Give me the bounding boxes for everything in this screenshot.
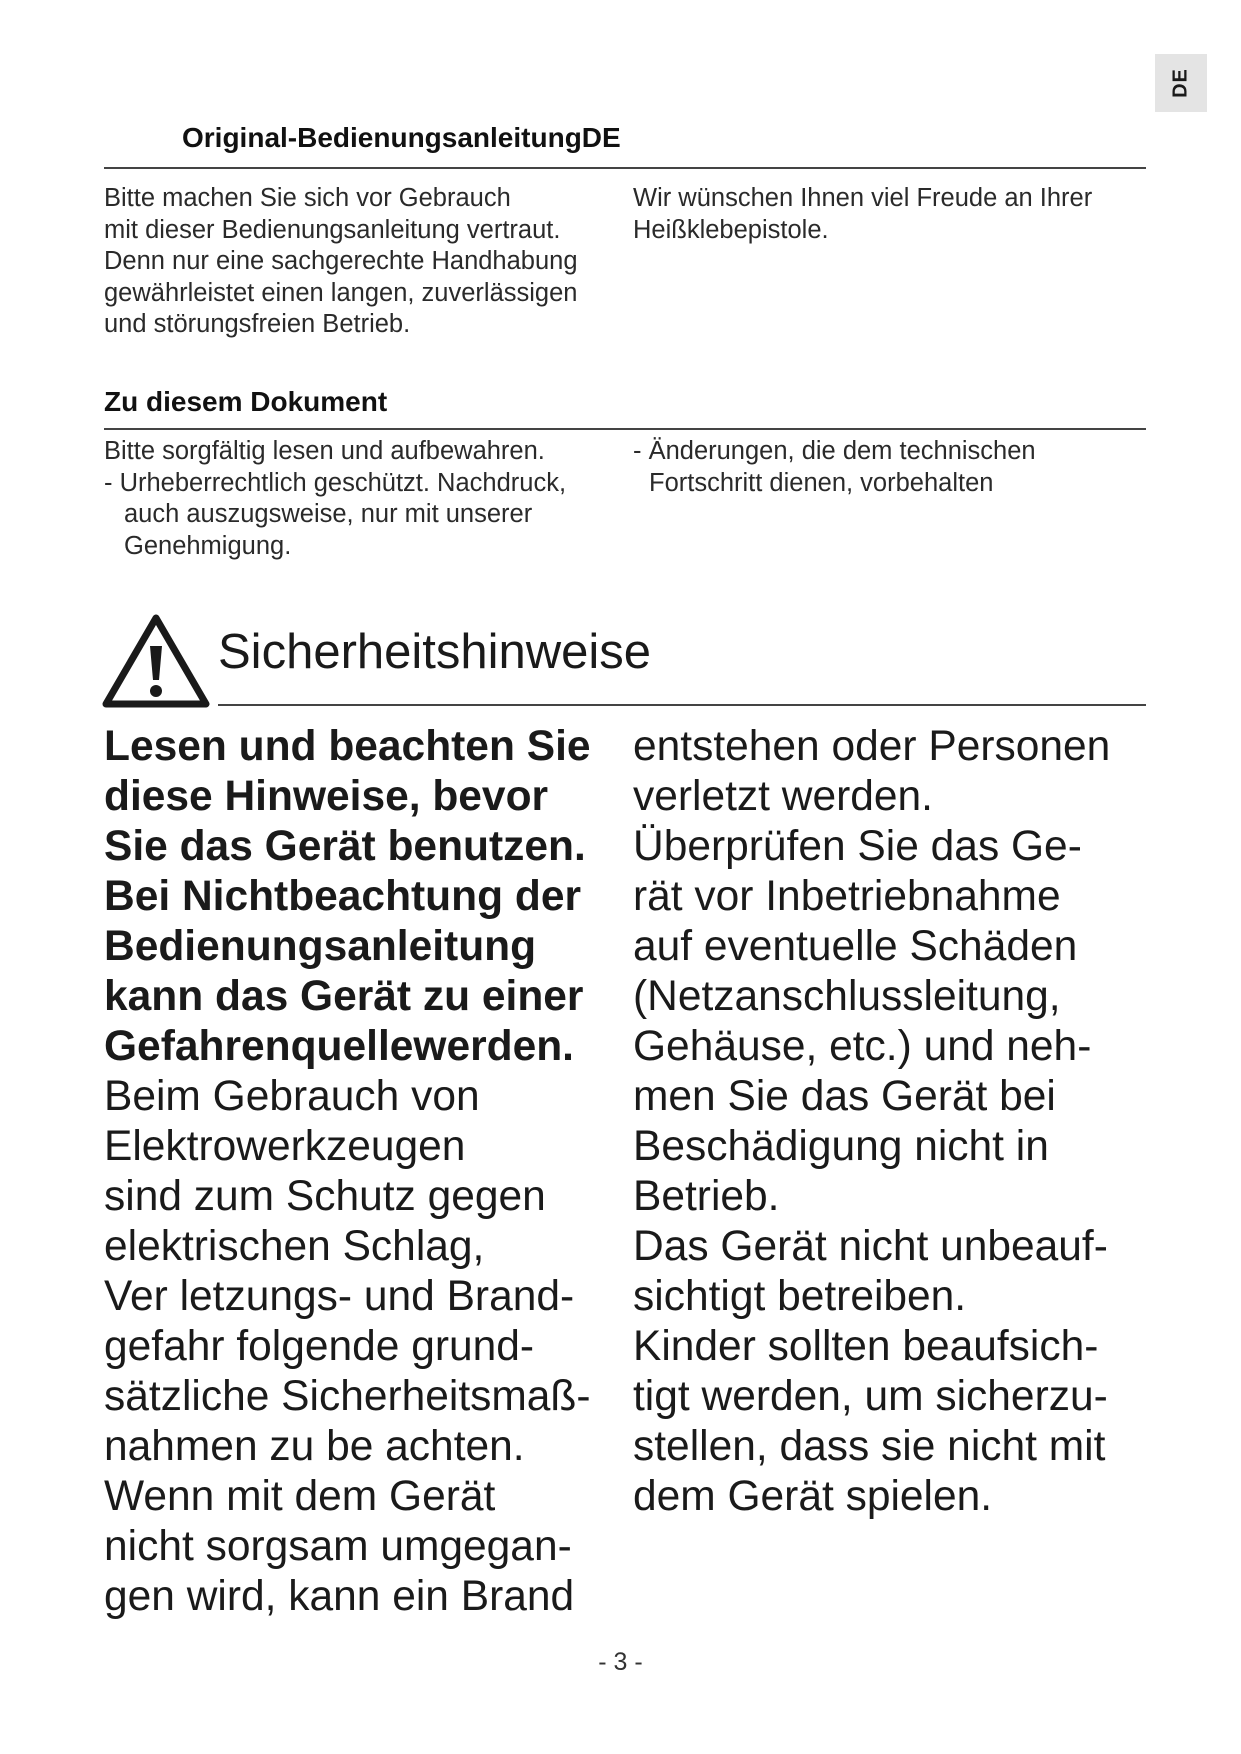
safety-right-line: Kinder sollten beaufsich- bbox=[633, 1323, 1099, 1370]
safety-bold-line: Gefahrenquellewerden. bbox=[104, 1023, 574, 1070]
document-bullet-line: Fortschritt dienen, vorbehalten bbox=[649, 468, 994, 497]
document-bullet-line: - Änderungen, die dem technischen bbox=[633, 437, 1036, 465]
document-bullet-line: Genehmigung. bbox=[124, 531, 292, 560]
language-tab bbox=[1155, 54, 1207, 112]
safety-left-line: nicht sorgsam umgegan- bbox=[104, 1523, 572, 1570]
intro-left-line: mit dieser Bedienungsanleitung vertraut. bbox=[104, 215, 561, 244]
safety-right-line: dem Gerät spielen. bbox=[633, 1473, 993, 1520]
safety-left-line: sind zum Schutz gegen bbox=[104, 1173, 546, 1220]
safety-right-line: tigt werden, um sicherzu- bbox=[633, 1373, 1108, 1420]
safety-right-line: (Netzanschlussleitung, bbox=[633, 973, 1061, 1020]
document-left-line: Bitte sorgfältig lesen und aufbewahren. bbox=[104, 437, 545, 465]
intro-left-line: gewährleistet einen langen, zuverlässigen bbox=[104, 278, 578, 307]
safety-right-line: stellen, dass sie nicht mit bbox=[633, 1423, 1106, 1470]
document-bullet-line: auch auszugsweise, nur mit unserer bbox=[124, 500, 533, 528]
safety-bold-line: Bedienungsanleitung bbox=[104, 923, 537, 970]
page-number: - 3 - bbox=[598, 1648, 643, 1676]
intro-left-line: Bitte machen Sie sich vor Gebrauch bbox=[104, 184, 511, 212]
safety-right-line: Das Gerät nicht unbeauf- bbox=[633, 1223, 1108, 1270]
safety-right-line: entstehen oder Personen bbox=[633, 723, 1111, 770]
safety-right-line: Überprüfen Sie das Ge- bbox=[633, 823, 1082, 870]
safety-left-line: gen wird, kann ein Brand bbox=[104, 1573, 575, 1620]
safety-right-line: Betrieb. bbox=[633, 1173, 780, 1220]
header-rule bbox=[104, 167, 1146, 169]
safety-bold-line: kann das Gerät zu einer bbox=[104, 973, 584, 1020]
language-tab-label: DE bbox=[1169, 68, 1192, 98]
intro-right-column bbox=[633, 183, 1143, 246]
intro-right-line: Wir wünschen Ihnen viel Freude an Ihrer bbox=[633, 184, 1093, 212]
safety-title: Sicherheitshinweise bbox=[218, 625, 652, 679]
safety-bold-line: Lesen und beachten Sie bbox=[104, 723, 591, 770]
safety-right-line: men Sie das Gerät bei bbox=[633, 1073, 1056, 1120]
safety-left-line: Beim Gebrauch von bbox=[104, 1073, 480, 1120]
safety-left-line: Elektrowerkzeugen bbox=[104, 1123, 466, 1170]
intro-left-line: und störungsfreien Betrieb. bbox=[104, 310, 411, 338]
document-section-heading: Zu diesem Dokument bbox=[104, 386, 388, 417]
warning-triangle-icon bbox=[100, 612, 212, 712]
safety-bold-line: Sie das Gerät benutzen. bbox=[104, 823, 586, 870]
safety-right-line: verletzt werden. bbox=[633, 773, 933, 820]
safety-title-rule bbox=[218, 704, 1146, 706]
safety-bold-line: Bei Nichtbeachtung der bbox=[104, 873, 582, 920]
safety-left-line: Ver letzungs- und Brand- bbox=[104, 1273, 575, 1320]
document-section-rule bbox=[104, 428, 1146, 430]
manual-title: Original-BedienungsanleitungDE bbox=[182, 122, 621, 153]
intro-right-line: Heißklebepistole. bbox=[633, 215, 829, 244]
intro-left-column bbox=[104, 183, 624, 341]
safety-left-line: nahmen zu be achten. bbox=[104, 1423, 525, 1470]
safety-bold-line: diese Hinweise, bevor bbox=[104, 773, 549, 820]
safety-left-column bbox=[104, 722, 624, 1622]
safety-right-column bbox=[633, 722, 1153, 1522]
safety-left-line: elektrischen Schlag, bbox=[104, 1223, 485, 1270]
document-bullet-line: - Urheberrechtlich geschützt. Nachdruck, bbox=[104, 468, 567, 497]
document-left-column bbox=[104, 436, 624, 562]
safety-warning-bold bbox=[104, 722, 624, 1072]
safety-left-line: gefahr folgende grund- bbox=[104, 1323, 535, 1370]
safety-right-line: rät vor Inbetriebnahme bbox=[633, 873, 1061, 920]
intro-left-line: Denn nur eine sachgerechte Handhabung bbox=[104, 247, 578, 275]
safety-left-line: Wenn mit dem Gerät bbox=[104, 1473, 496, 1520]
safety-right-line: Beschädigung nicht in bbox=[633, 1123, 1049, 1170]
document-right-column bbox=[633, 436, 1143, 499]
safety-right-line: sichtigt betreiben. bbox=[633, 1273, 967, 1320]
safety-left-line: sätzliche Sicherheitsmaß- bbox=[104, 1373, 591, 1420]
safety-right-line: Gehäuse, etc.) und neh- bbox=[633, 1023, 1092, 1070]
safety-right-line: auf eventuelle Schäden bbox=[633, 923, 1078, 970]
